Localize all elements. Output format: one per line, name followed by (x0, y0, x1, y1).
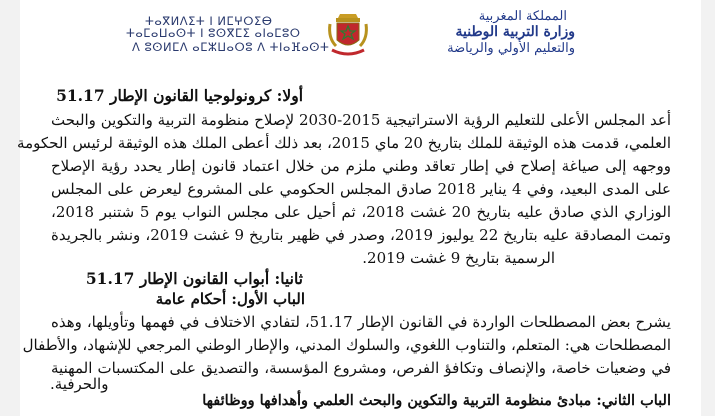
ministry-name-cont: والتعليم الأولي والرياضة (447, 41, 575, 56)
tifinagh-line-2: ⵜⴰⵎⴰⵡⴰⵙⵜ ⵏ ⵓⵙⴳⵎⵉ ⴰⵏⴰⵎⵓⵔ (126, 26, 301, 40)
chapter1-title: الباب الأول: أحكام عامة (155, 290, 305, 308)
paragraph-line: وتمت المصادقة عليه بتاريخ 22 يوليوز 2019، وصدر في ظهير بتاريخ 9 غشت 2019، ونشر بالجريدة (51, 226, 671, 244)
moroccan-coat-of-arms-icon (322, 8, 374, 60)
paragraph-line: أعد المجلس الأعلى للتعليم الرؤية الاستراتيجية 2015-2030 لإصلاح منظومة التربية والتكوين والبحث (51, 111, 672, 129)
paragraph-line: المصطلحات هي: المتعلم، والتناوب اللغوي، والسلوك المدني، والإطار الوطني المرجعي للإشهاد، والأطفال (22, 336, 671, 354)
section2-title: ثانيا: أبواب القانون الإطار 51.17 (85, 269, 303, 288)
paragraph-line: على المدى البعيد، وفي 4 يناير 2018 صادق المجلس الحكومي على المشروع ليعرض على المجلس (51, 180, 671, 198)
page-right-margin (701, 0, 715, 416)
paragraph-line: الوزاري الذي صادق عليه بتاريخ 20 غشت 2018، ثم أحيل على مجلس النواب يوم 5 شتنبر 2018، (51, 203, 671, 221)
paragraph-line-last: والحرفية. (50, 375, 109, 393)
paragraph-line: ووجهه إلى صياغة إصلاح في إطار تعاقد وطني ملزم من خلال اعتماد قانون إطار يحدد رؤية الإصلاح (51, 157, 671, 175)
kingdom-name: المملكة المغربية (478, 9, 567, 24)
paragraph-line: في وضعيات خاصة، والإنصاف وتكافؤ الفرص، ومشروع المؤسسة، والتصديق على المكتسبات المهنية (51, 359, 671, 377)
chapter2-title: الباب الثاني: مبادئ منظومة التربية والتكوين والبحث العلمي وأهدافها ووظائفها (202, 392, 671, 409)
page-left-margin (0, 0, 20, 416)
tifinagh-line-1: ⵜⴰⴳⵍⴷⵉⵜ ⵏ ⵍⵎⵖⵔⵉⴱ (145, 14, 273, 28)
ministry-name: وزارة التربية الوطنية (455, 24, 575, 40)
paragraph-line-last: الرسمية بتاريخ 9 غشت 2019. (362, 249, 555, 267)
section1-title: أولا: كرونولوجيا القانون الإطار 51.17 (56, 86, 303, 105)
tifinagh-line-3: ⴷ ⵓⵙⵍⵎⴷ ⴰⵎⵣⵡⴰⵔⵓ ⴷ ⵜⵏⴰⴼⴰⵙⵜ (132, 40, 330, 54)
paragraph-line: العلمي، قدمت هذه الوثيقة للملك بتاريخ 20 ماي 2015، بعد ذلك أعطى الملك هذه الوثيقة لرئيس الحكومة (17, 134, 671, 152)
paragraph-line: يشرح بعض المصطلحات الواردة في القانون الإطار 51.17، لتفادي الاختلاف في فهمها وتأويلها، وهذه (51, 313, 671, 331)
